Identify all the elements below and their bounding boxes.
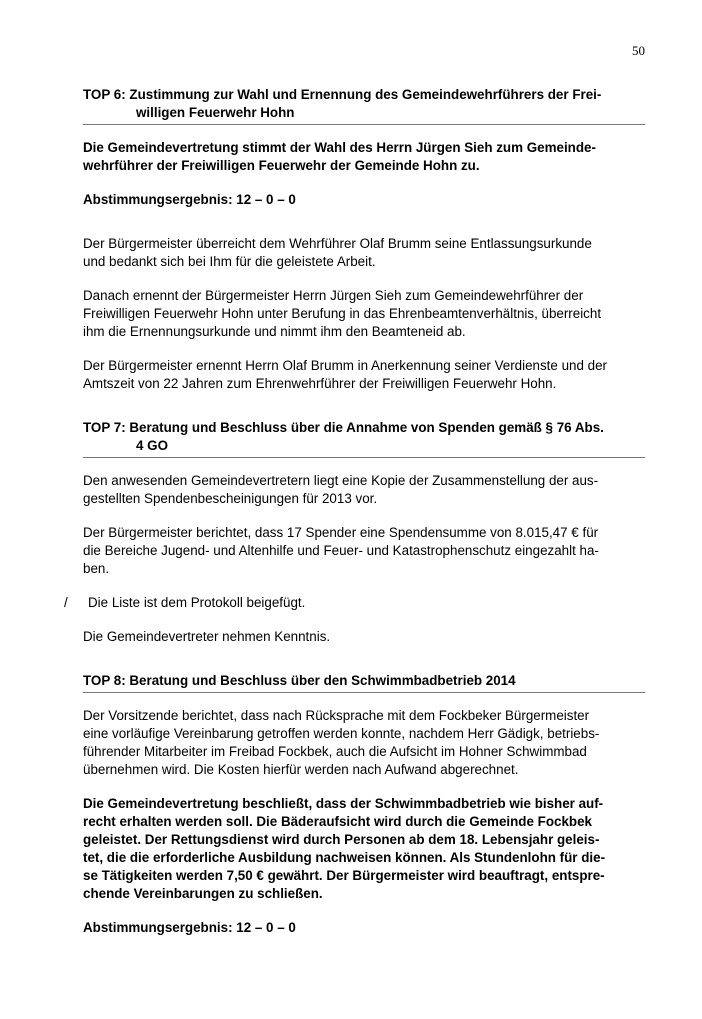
top6-heading-line1: TOP 6: Zustimmung zur Wahl und Ernennung des Gemeindewehrführers der Frei- — [83, 87, 602, 102]
top8-vote-result: Abstimmungsergebnis: 12 – 0 – 0 — [83, 920, 296, 935]
margin-marker: / — [64, 595, 68, 610]
top7-heading-line2: 4 GO — [136, 438, 168, 453]
top6-paragraph-2: Danach ernennt der Bürgermeister Herrn Jürgen Sieh zum Gemeindewehrführer der Freiwilligen Feuerwehr Hohn unter Berufung in das Ehrenbeamtenverhältnis, überreicht ihm die Ernennungsurkunde und nimmt ihm den Beamteneid ab. — [83, 288, 602, 339]
top7-paragraph-2: Der Bürgermeister berichtet, dass 17 Spender eine Spendensumme von 8.015,47 € für die Bereiche Jugend- und Altenhilfe und Feuer- und Katastrophenschutz eingezahlt ha- ben. — [83, 525, 599, 576]
top8-heading: TOP 8: Beratung und Beschluss über den Schwimmbadbetrieb 2014 — [83, 672, 645, 693]
top6-heading — [83, 86, 645, 125]
top8-paragraph-1: Der Vorsitzende berichtet, dass nach Rücksprache mit dem Fockbeker Bürgermeister eine vorläufige Vereinbarung getroffen werden konnte, nachdem Herr Gädigk, betriebs- führender Mitarbeiter im Freibad Fockbek, auch die Aufsicht im Hohner Schwimmbad übernehmen wird. Die Kosten hierfür werden nach Aufwand abgerechnet. — [83, 708, 600, 777]
top7-heading — [83, 419, 645, 458]
top7-attachment-note: / Die Liste ist dem Protokoll beigefügt. — [64, 595, 306, 610]
top7-paragraph-1: Den anwesenden Gemeindevertretern liegt eine Kopie der Zusammenstellung der aus- gestellten Spendenbescheinigungen für 2013 vor. — [83, 473, 599, 506]
top6-paragraph-3: Der Bürgermeister ernennt Herrn Olaf Brumm in Anerkennung seiner Verdienste und der Amtszeit von 22 Jahren zum Ehrenwehrführer der Freiwilligen Feuerwehr Hohn. — [83, 358, 607, 391]
page-number: 50 — [632, 43, 645, 58]
top7-heading-line1: TOP 7: Beratung und Beschluss über die Annahme von Spenden gemäß § 76 Abs. — [83, 420, 604, 435]
top6-resolution: Die Gemeindevertretung stimmt der Wahl des Herrn Jürgen Sieh zum Gemeinde- wehrführer der Freiwilligen Feuerwehr der Gemeinde Hohn zu. — [83, 140, 596, 173]
top6-paragraph-1: Der Bürgermeister überreicht dem Wehrführer Olaf Brumm seine Entlassungsurkunde und bedankt sich bei Ihm für die geleistete Arbeit. — [83, 236, 592, 269]
top7-paragraph-4: Die Gemeindevertreter nehmen Kenntnis. — [83, 629, 331, 644]
top6-vote-result: Abstimmungsergebnis: 12 – 0 – 0 — [83, 192, 296, 207]
document-body — [64, 86, 645, 937]
top6-heading-line2: willigen Feuerwehr Hohn — [136, 105, 295, 120]
top8-resolution: Die Gemeindevertretung beschließt, dass der Schwimmbadbetrieb wie bisher auf- recht erhalten werden soll. Die Bäderaufsicht wird durch die Gemeinde Fockbek geleistet. Der Rettungsdienst wird durch Personen ab dem 18. Lebensjahr geleis- tet, die die erforderliche Ausbildung nachweisen können. Als Stundenlohn für die- se Tätigkeiten werden 7,50 € gewährt. Der Bürgermeister wird beauftragt, entspre- chende Vereinbarungen zu schließen. — [83, 796, 606, 901]
